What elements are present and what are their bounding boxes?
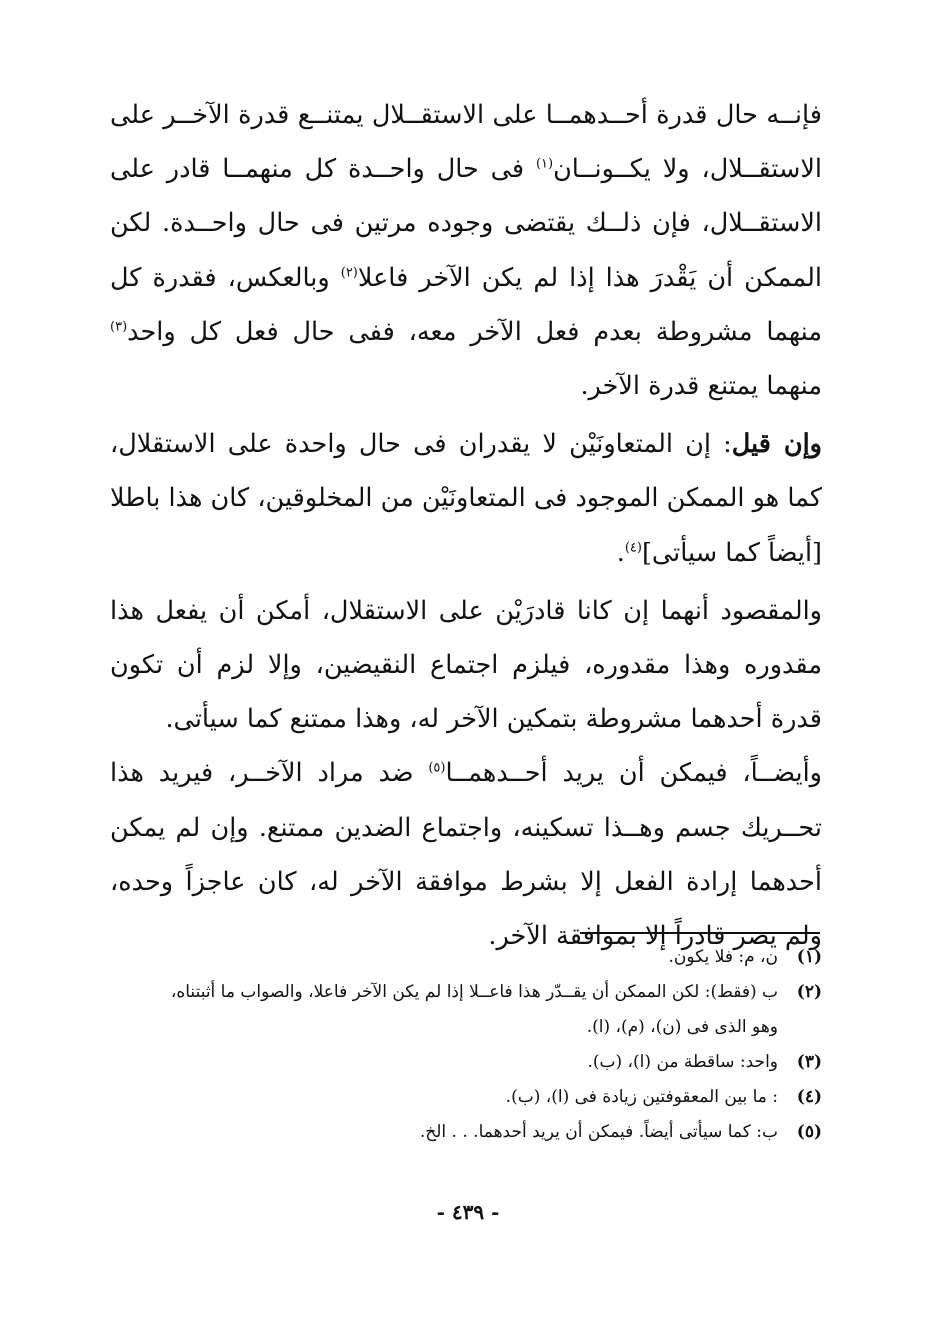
paragraph-3-text: والمقصود أنهما إن كانا قادرَيْن على الاستقلال، أمكن أن يفعل هذا مقدوره وهذا مقدوره، فيلزم اجتماع النقيضين، وإلا لزم أن تكون قدرة أحدهما مشروطة بتمكين الآخر له، وهذا ممتنع كما سيأتى.	[110, 595, 822, 735]
main-text	[110, 88, 822, 963]
footnote-ref-4[interactable]: (٤)	[624, 540, 642, 556]
paragraph-1-text-a: فإنــه حال قدرة أحــدهمــا على الاستقــلال يمتنــع قدرة الآخــر على الاستقــلال، ولا يكــونــان	[110, 100, 822, 185]
paragraph-1-text-b: فى حال واحــدة كل منهمــا قادر على الاستقــلال، فإن ذلــك يقتضى وجوده مرتين فى حال واحــدة. لكن الممكن أن يَقْدرَ هذا إذا لم يكن الآخر فاعلا	[110, 154, 822, 293]
footnote-text: : ما بين المعقوفتين زيادة فى (ا)، (ب).	[505, 1087, 778, 1107]
paragraph-4	[110, 746, 822, 963]
page-number: - ٤٣٩ -	[436, 1200, 500, 1224]
footnote-text: ب (فقط): لكن الممكن أن يقــدّر هذا فاعــلا إذا لم يكن الآخر فاعلا، والصواب ما أثبتناه،	[170, 982, 778, 1002]
paragraph-4-text-b: ضد مراد الآخــر، فيريد هذا تحــريك جسم وهــذا تسكينه، واجتماع الضدين ممتنع. وإن لم يمكن أحدهما إرادة الفعل إلا بشرط موافقة الآخر له، كان عاجزاً وحده، ولم يصر قادراً إلا بموافقة الآخر.	[110, 758, 822, 952]
paragraph-2-text: : إن المتعاونَيْن لا يقدران فى حال واحدة على الاستقلال، كما هو الممكن الموجود فى المتعاونَيْن من المخلوقين، كان هذا باطلا [أيضاً كما سيأتى]	[110, 429, 822, 568]
footnote-number: (٢)	[796, 982, 822, 1002]
paragraph-2-lead: وإن قيل	[731, 429, 822, 460]
footnote-ref-5[interactable]: (٥)	[428, 760, 446, 776]
footnote-text-block	[110, 975, 778, 1045]
footnote-number: (٣)	[796, 1052, 822, 1072]
footnote-number: (٥)	[796, 1122, 822, 1142]
footnote-number: (١)	[796, 947, 822, 967]
footnote-5	[110, 1115, 822, 1150]
footnote-ref-1[interactable]: (١)	[535, 156, 554, 172]
footnote-1	[110, 940, 822, 975]
paragraph-3	[110, 584, 822, 747]
footnote-ref-2[interactable]: (٢)	[340, 265, 358, 281]
footnote-text-continuation: وهو الذى فى (ن)، (م)، (ا).	[586, 1017, 778, 1037]
footnote-text: ن، م: فلا يكون.	[668, 947, 778, 967]
footnote-number: (٤)	[796, 1087, 822, 1107]
paragraph-2-end: .	[616, 537, 625, 568]
footnote-ref-3[interactable]: (٣)	[110, 319, 128, 335]
paragraph-1	[110, 88, 822, 413]
footnote-2	[110, 975, 822, 1045]
footnote-separator	[580, 932, 820, 934]
paragraph-1-text-c: وبالعكس، فقدرة كل منهما مشروطة بعدم فعل الآخر معه، ففى حال فعل كل واحد	[110, 262, 822, 347]
footnote-3	[110, 1045, 822, 1080]
footnote-text: واحد: ساقطة من (ا)، (ب).	[587, 1052, 778, 1072]
footnotes	[110, 940, 822, 1150]
paragraph-1-text-d: منهما يمتنع قدرة الآخر.	[580, 371, 822, 402]
footnote-4	[110, 1080, 822, 1115]
paragraph-2	[110, 417, 822, 580]
paragraph-4-text-a: وأيضــاً، فيمكن أن يريد أحــدهمــا	[445, 758, 822, 789]
footnote-text: ب: كما سيأتى أيضاً. فيمكن أن يريد أحدهما. . . الخ.	[419, 1122, 778, 1142]
